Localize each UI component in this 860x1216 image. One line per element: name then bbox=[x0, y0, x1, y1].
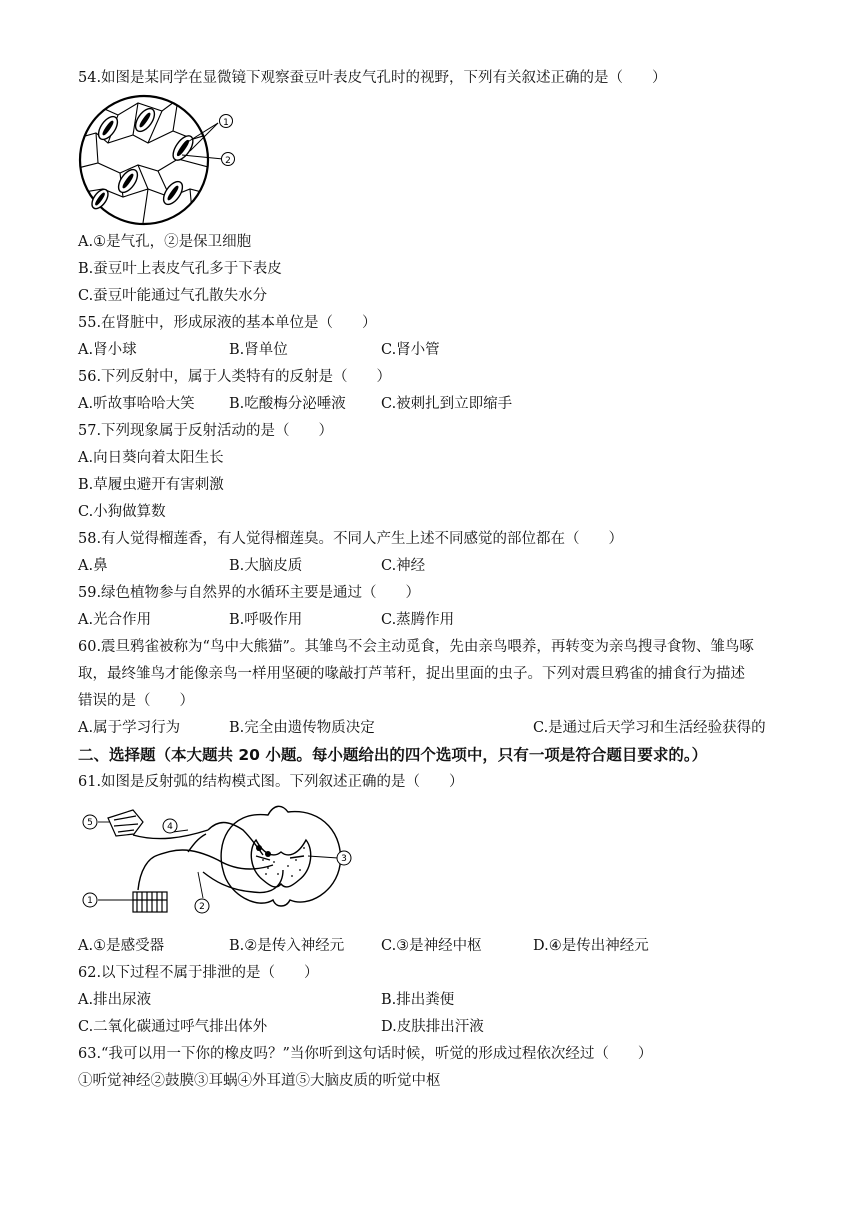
q61-option-c: C.③是神经中枢 bbox=[381, 938, 482, 954]
q55-stem: 55.在肾脏中，形成尿液的基本单位是（ ） bbox=[78, 315, 377, 331]
svg-text:3: 3 bbox=[341, 854, 347, 864]
section-2-heading: 二、选择题（本大题共 20 小题。每小题给出的四个选项中，只有一项是符合题目要求的。） bbox=[78, 746, 708, 764]
q58-option-a: A.鼻 bbox=[78, 558, 108, 574]
q58-stem: 58.有人觉得榴莲香，有人觉得榴莲臭。不同人产生上述不同感觉的部位都在（ ） bbox=[78, 531, 624, 547]
q62-option-a: A.排出尿液 bbox=[78, 992, 152, 1008]
q60-option-c: C.是通过后天学习和生活经验获得的 bbox=[533, 720, 766, 736]
q61-stem: 61.如图是反射弧的结构模式图。下列叙述正确的是（ ） bbox=[78, 774, 464, 790]
q58-option-c: C.神经 bbox=[381, 558, 426, 574]
q54-stem: 54.如图是某同学在显微镜下观察蚕豆叶表皮气孔时的视野，下列有关叙述正确的是（ ） bbox=[78, 70, 667, 86]
q55-option-b: B.肾单位 bbox=[229, 342, 288, 358]
q60-stem-line-2: 取，最终雏鸟才能像亲鸟一样用坚硬的喙敲打芦苇秆，捉出里面的虫子。下列对震旦鸦雀的捕食行为描述 bbox=[78, 666, 745, 682]
q62-stem: 62.以下过程不属于排泄的是（ ） bbox=[78, 965, 319, 981]
q57-option-b: B.草履虫避开有害刺激 bbox=[78, 477, 224, 493]
q55-option-a: A.肾小球 bbox=[78, 342, 137, 358]
reflex-arc-figure bbox=[78, 800, 358, 930]
q62-option-b: B.排出粪便 bbox=[381, 992, 455, 1008]
q57-option-a: A.向日葵向着太阳生长 bbox=[78, 450, 224, 466]
q56-option-c: C.被刺扎到立即缩手 bbox=[381, 396, 513, 412]
q61-option-d: D.④是传出神经元 bbox=[533, 938, 649, 954]
svg-text:5: 5 bbox=[87, 818, 93, 828]
svg-text:2: 2 bbox=[225, 156, 231, 166]
q57-stem: 57.下列现象属于反射活动的是（ ） bbox=[78, 423, 334, 439]
svg-text:1: 1 bbox=[223, 118, 229, 128]
q54-option-a: A.①是气孔，②是保卫细胞 bbox=[78, 234, 252, 250]
q59-option-a: A.光合作用 bbox=[78, 612, 152, 628]
q60-option-b: B.完全由遗传物质决定 bbox=[229, 720, 375, 736]
q56-option-a: A.听故事哈哈大笑 bbox=[78, 396, 195, 412]
q63-sequence: ①听觉神经②鼓膜③耳蜗④外耳道⑤大脑皮质的听觉中枢 bbox=[78, 1073, 441, 1089]
q62-option-d: D.皮肤排出汗液 bbox=[381, 1019, 484, 1035]
q60-stem-line-1: 60.震旦鸦雀被称为“鸟中大熊猫”。其雏鸟不会主动觅食，先由亲鸟喂养，再转变为亲鸟搜寻食物、雏鸟啄 bbox=[78, 639, 754, 655]
q56-stem: 56.下列反射中，属于人类特有的反射是（ ） bbox=[78, 369, 392, 385]
q62-option-c: C.二氧化碳通过呼气排出体外 bbox=[78, 1019, 268, 1035]
q56-option-b: B.吃酸梅分泌唾液 bbox=[229, 396, 346, 412]
svg-text:4: 4 bbox=[167, 822, 173, 832]
q63-stem: 63.“我可以用一下你的橡皮吗？”当你听到这句话时候，听觉的形成过程依次经过（ ） bbox=[78, 1046, 653, 1062]
q59-stem: 59.绿色植物参与自然界的水循环主要是通过（ ） bbox=[78, 585, 421, 601]
svg-text:2: 2 bbox=[199, 902, 205, 912]
q54-option-b: B.蚕豆叶上表皮气孔多于下表皮 bbox=[78, 261, 282, 277]
q60-stem-line-3: 错误的是（ ） bbox=[78, 693, 194, 709]
q59-option-c: C.蒸腾作用 bbox=[381, 612, 455, 628]
svg-text:1: 1 bbox=[87, 896, 93, 906]
q54-option-c: C.蚕豆叶能通过气孔散失水分 bbox=[78, 288, 268, 304]
q60-option-a: A.属于学习行为 bbox=[78, 720, 181, 736]
q57-option-c: C.小狗做算数 bbox=[78, 504, 166, 520]
q58-option-b: B.大脑皮质 bbox=[229, 558, 303, 574]
q61-option-b: B.②是传入神经元 bbox=[229, 938, 345, 954]
q61-option-a: A.①是感受器 bbox=[78, 938, 165, 954]
stomata-micrograph-figure bbox=[78, 93, 246, 228]
q55-option-c: C.肾小管 bbox=[381, 342, 440, 358]
q59-option-b: B.呼吸作用 bbox=[229, 612, 303, 628]
